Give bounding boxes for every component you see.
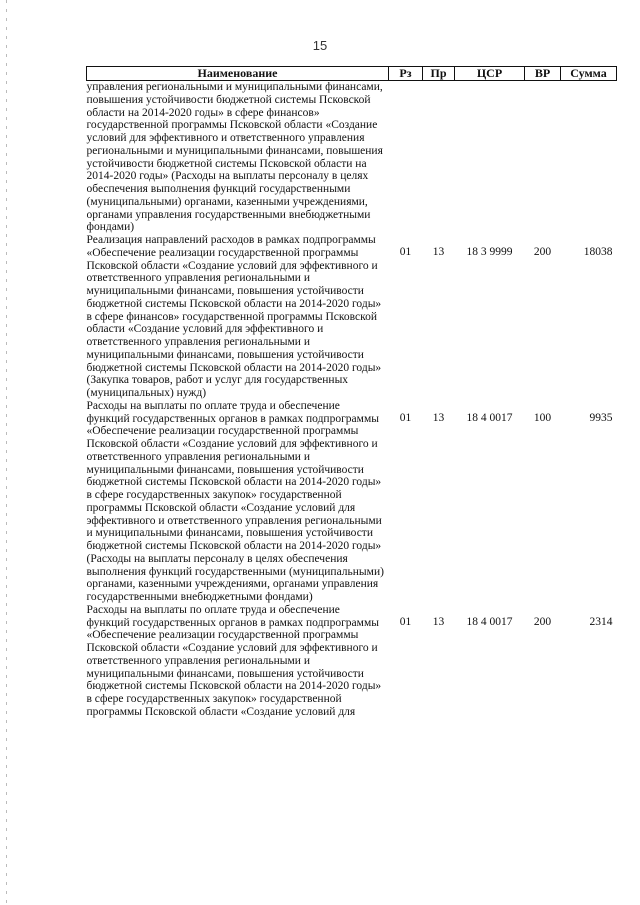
row-csr: 18 3 9999 (466, 246, 513, 258)
scan-edge-artifact (6, 0, 7, 905)
row-pr: 13 (432, 615, 445, 628)
row-sum: 18038 (583, 246, 613, 258)
row-rz: 01 (399, 411, 412, 424)
page-number: 15 (312, 38, 328, 53)
header-sum: Сумма (561, 67, 617, 81)
table-row (87, 81, 617, 235)
row-name: Реализация направлений расходов в рамках подпрограммы «Обеспечение реализации государственной программы Псковской области «Создание условий для эффективного и ответственного управления региональными и муниципальными финансами, повышения устойчивости бюджетной системы Псковской области на 2014-2020 годы» в сфере финансов» государственной программы Псковской области «Создание условий для эффективного и ответственного управления региональными и муниципальными финансами, повышения устойчивости бюджетной системы Псковской области на 2014-2020 годы» (Закупка товаров, работ и услуг для государственных (муниципальных) нужд) (86, 234, 382, 399)
row-sum: 2314 (589, 615, 613, 628)
row-rz: 01 (399, 246, 412, 258)
row-name: Расходы на выплаты по оплате труда и обеспечение функций государственных органов в рамках подпрограммы «Обеспечение реализации государственной программы Псковской области «Создание условий для эффективного и ответственного управления региональными и муниципальными финансами, повышения устойчивости бюджетной системы Псковской области на 2014-2020 годы» в сфере государственных закупок» государственной программы Псковской области «Создание условий для (86, 603, 382, 718)
table-header-row (87, 67, 617, 81)
header-name: Наименование (87, 67, 389, 81)
row-sum (561, 81, 617, 235)
row-pr (423, 81, 455, 235)
table-row (87, 604, 617, 719)
row-csr: 18 4 0017 (466, 615, 513, 628)
header-rz: Рз (389, 67, 423, 81)
header-vr: ВР (525, 67, 561, 81)
row-csr: 18 4 0017 (466, 411, 513, 424)
row-vr (525, 81, 561, 235)
row-csr (455, 81, 525, 235)
row-pr: 13 (432, 246, 445, 258)
row-name: Расходы на выплаты по оплате труда и обеспечение функций государственных органов в рамках подпрограммы «Обеспечение реализации государственной программы Псковской области «Создание условий для эффективного и ответственного управления региональными и муниципальными финансами, повышения устойчивости бюджетной системы Псковской области на 2014-2020 годы» в сфере государственных закупок» государственной программы Псковской области «Создание условий для эффективного и ответственного управления региональными и муниципальными финансами, повышения устойчивости бюджетной системы Псковской области на 2014-2020 годы» (Расходы на выплаты персоналу в целях обеспечения выполнения функций государственными (муниципальными) органами, казенными учреждениями, органами управления государственными внебюджетными фондами) (86, 399, 384, 603)
row-name: управления региональными и муниципальными финансами, повышения устойчивости бюджетной системы Псковской области на 2014-2020 годы» в сфере финансов» государственной программы Псковской области «Создание условий для эффективного и ответственного управления региональными и муниципальными финансами, повышения устойчивости бюджетной системы Псковской области на 2014-2020 годы» (Расходы на выплаты персоналу в целях обеспечения выполнения функций государственными (муниципальными) органами, казенными учреждениями, органами управления государственными внебюджетными фондами) (86, 81, 383, 234)
row-rz (389, 81, 423, 235)
budget-table (86, 66, 617, 719)
row-sum: 9935 (589, 411, 613, 424)
table-row (87, 400, 617, 604)
row-vr: 100 (533, 411, 552, 424)
row-pr: 13 (432, 411, 445, 424)
row-vr: 200 (533, 615, 552, 628)
row-vr: 200 (533, 246, 552, 258)
header-pr: Пр (423, 67, 455, 81)
header-csr: ЦСР (455, 67, 525, 81)
row-rz: 01 (399, 615, 412, 628)
table-row (87, 234, 617, 400)
